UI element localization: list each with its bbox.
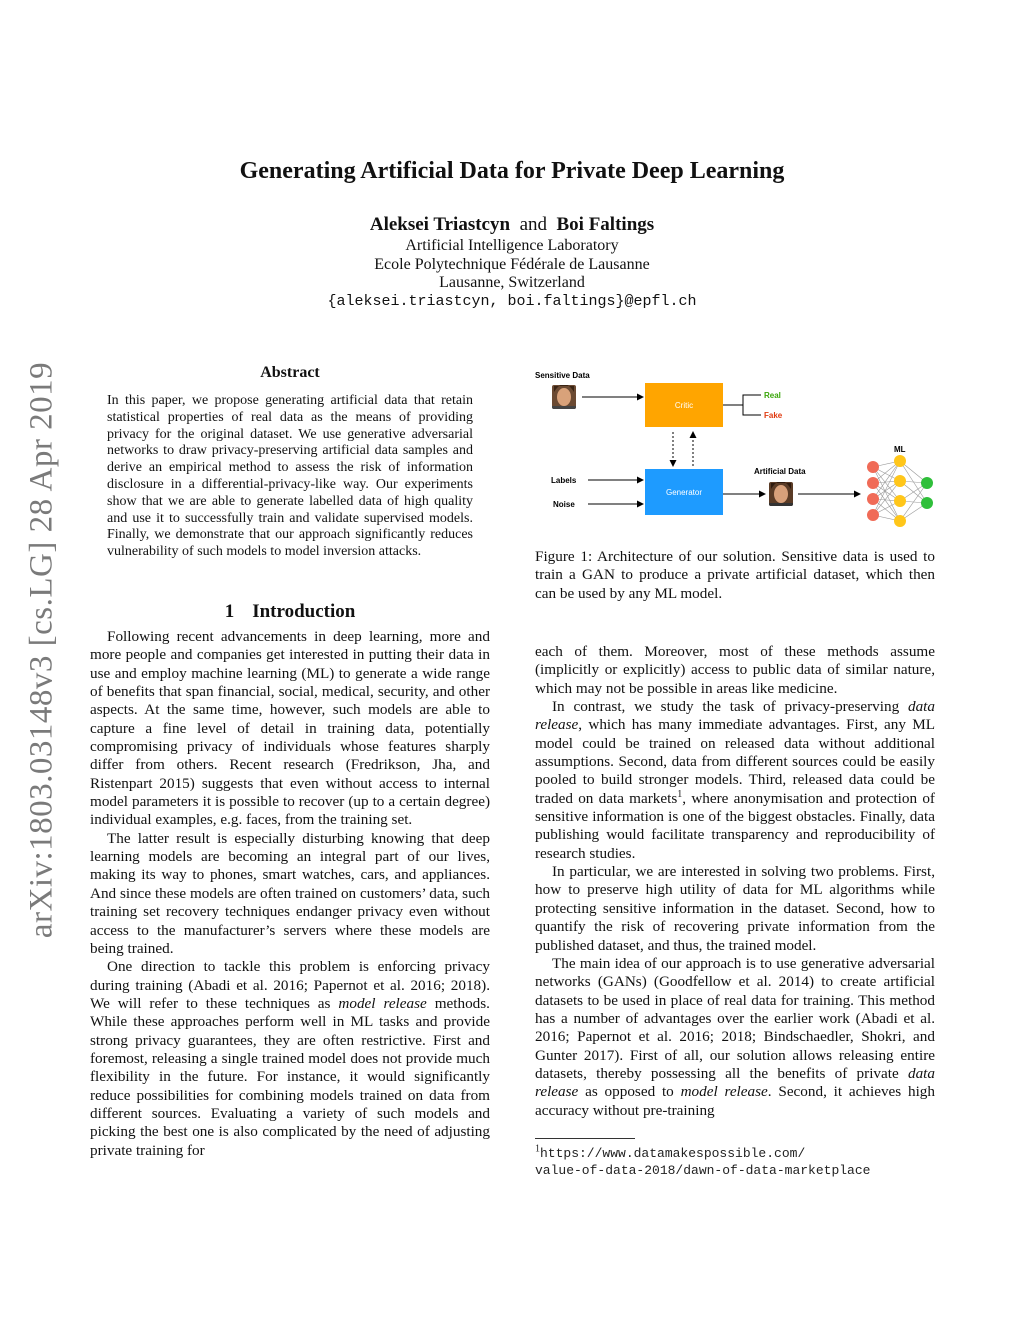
affiliation-school: Ecole Polytechnique Fédérale de Lausanne [374, 256, 650, 273]
author-name: Boi Faltings [556, 214, 655, 235]
section-heading [90, 601, 490, 623]
body-paragraph: The main idea of our approach is to use generative adversarial networks (GANs) (Goodfellow et al. 2014) to create artificial datasets to be used in place of real data for training. This method has a number of advantages over the earlier work (Abadi et al. 2016; Papernot et al. 2016; 2018; Bindschaedler, Shokri, and Gunter 2017). First of all, our solution allows releasing entire datasets, thereby possessing all the benefits of private data release as opposed to model release. Second, it achieves high accuracy without pre-training [535, 954, 935, 1119]
footnote [535, 1145, 945, 1179]
affiliation-lab: Artificial Intelligence Laboratory [405, 237, 619, 254]
ml-label: ML [894, 445, 906, 454]
label-sensitive-data: Sensitive Data [535, 371, 590, 380]
emphasis: model release [338, 994, 427, 1012]
figure-caption: Figure 1: Architecture of our solution. Sensitive data is used to train a GAN to produce a private artificial dataset, which then can be used by any ML model. [535, 548, 935, 602]
intro-paragraph: The latter result is especially disturbing knowing that deep learning models are becoming an integral part of our lives, making its way to phones, smart watches, cars, and appliances. And since these models are often trained on customers’ data, such training set recovery techniques endanger privacy even without access to the manufacturer’s servers where these models are being trained. [90, 829, 490, 957]
authors-line [0, 214, 1024, 236]
section-title: Introduction [252, 601, 356, 622]
emphasis: data release [535, 698, 935, 734]
intro-paragraph: Following recent advancements in deep learning, more and more people and companies get interested in putting their data in use and employ machine learning (ML) to generate a wide range of benefits that span financial, social, medical, security, and other aspects. At the same time, however, such models are able to capture a fine level of detail in training data, potentially compromising privacy of individuals whose features sharply differ from others. Recent research (Fredrikson, Jha, and Ristenpart 2015) suggests that even without access to internal model parameters it is possible to recover (up to a certain degree) individual examples, e.g. faces, from the training set. [90, 628, 490, 829]
intro-paragraph: One direction to tackle this problem is enforcing privacy during training (Abadi et al. 2016; Papernot et al. 2016; 2018). We will refer to these techniques as model release methods. While these approaches perform well in ML tasks and provide strong privacy guarantees, they are often restrictive. First and foremost, releasing a single trained model does not provide much flexibility in the future. For instance, it would significantly reduce possibilities for combining models trained on data from different sources. Evaluating a variety of such models and picking the best one is also complicated by the need of adjusting private training for [90, 958, 490, 1159]
left-column-text [90, 628, 490, 1160]
body-paragraph: In contrast, we study the task of privacy-preserving data release, which has many immediate advantages. First, any ML model could be trained on released data without additional assumptions. Second, data from different sources could be easily pooled to build stronger models. Third, released data could be traded on data markets$^1$, where anonymisation and protection of sensitive information is one of the biggest obstacles. Finally, data publishing would facilitate transparency and reproducibility of research studies. [535, 698, 935, 862]
noise-label: Noise [553, 500, 575, 509]
footnote-url-line1: $^1$https://www.datamakespossible.com/ [535, 1143, 806, 1161]
footnote-rule [535, 1138, 635, 1139]
architecture-diagram [530, 362, 940, 530]
paper-title: Generating Artificial Data for Private Deep Learning [239, 158, 785, 184]
author-name: Aleksei Triastcyn [369, 214, 511, 235]
artificial-data-label: Artificial Data [754, 467, 806, 476]
author-email: {aleksei.triastcyn, boi.faltings}@epfl.ch [327, 293, 697, 310]
abstract-text: In this paper, we propose generating artificial data that retain statistical properties of real data as the means of providing privacy for the original dataset. We use generative adversarial networks to draw privacy-preserving artificial data samples and derive an empirical method to assess the risk of information disclosure in a differential-privacy-like way. Our experiments show that we are able to generate labelled data of high quality and use it to successfully train and validate supervised models. Finally, we demonstrate that our approach significantly reduces vulnerability of such models to model inversion attacks. [107, 393, 473, 560]
fake-label: Fake [764, 411, 783, 420]
labels-label: Labels [551, 476, 577, 485]
arxiv-identifier: arXiv:1803.03148v3 [cs.LG] 28 Apr 2019 [23, 361, 60, 939]
emphasis: model release [680, 1083, 768, 1101]
section-number: 1 [224, 601, 235, 622]
real-label: Real [764, 391, 781, 400]
generator-label: Generator [665, 488, 703, 497]
emphasis: data release [535, 1064, 935, 1101]
footnote-url-line2: value-of-data-2018/dawn-of-data-marketplace [535, 1163, 871, 1178]
architecture-figure [530, 362, 940, 530]
footnote-marker: 1 [677, 788, 683, 800]
right-column-text [535, 643, 935, 1120]
body-paragraph: each of them. Moreover, most of these methods assume (implicitly or explicitly) access to public data of similar nature, which may not be possible in areas like medicine. [535, 643, 935, 697]
face-photo-icon [769, 481, 793, 507]
abstract-heading: Abstract [260, 364, 320, 381]
affiliation-location: Lausanne, Switzerland [439, 274, 585, 291]
neural-network-icon [867, 455, 933, 527]
face-photo-icon [552, 384, 576, 410]
footnote-number: 1 [535, 1143, 540, 1155]
author-conjunction: and [519, 214, 547, 235]
body-paragraph: In particular, we are interested in solving two problems. First, how to preserve high utility of data for ML algorithms while protecting sensitive information in the dataset. Second, how to quantify the risk of recovering private information from the published dataset, and thus, the trained model. [535, 863, 935, 954]
critic-label: Critic [674, 401, 694, 410]
